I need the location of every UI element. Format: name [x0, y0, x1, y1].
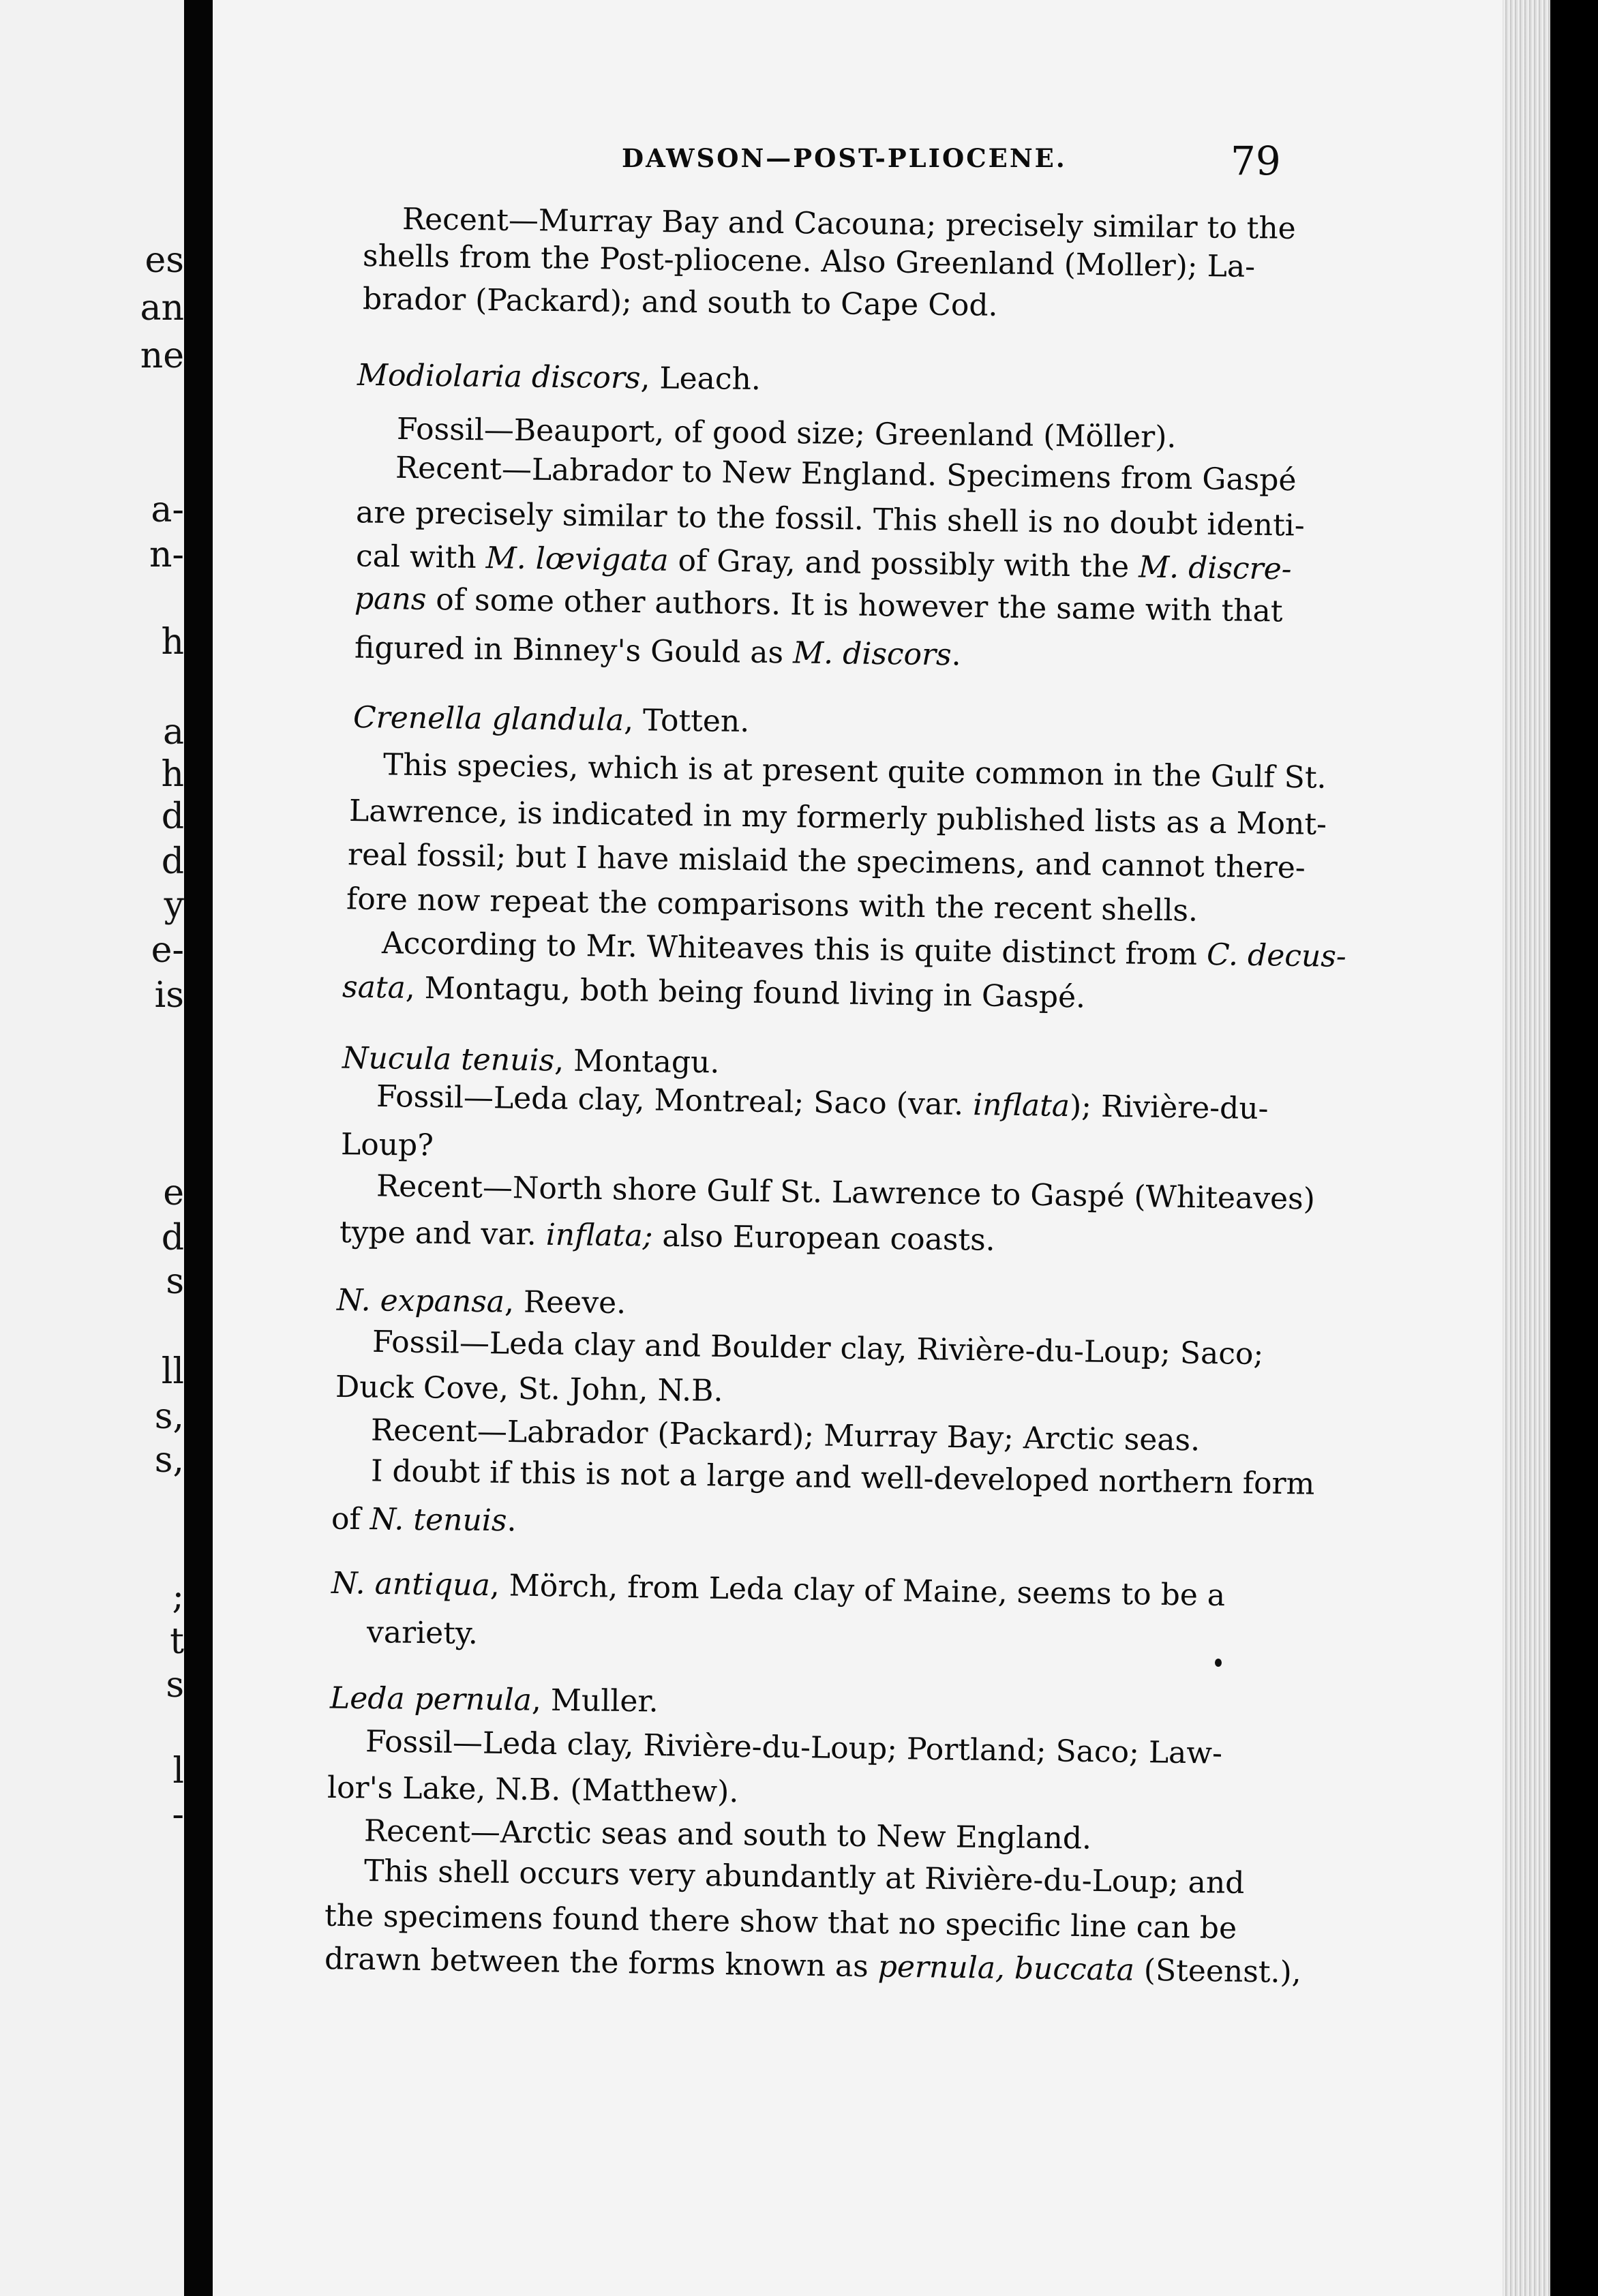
left-page-text: ; [172, 1576, 184, 1617]
left-page-text: d [161, 796, 184, 837]
species-heading: Leda pernula, Muller. [329, 1680, 659, 1719]
text-line: Lawrence, is indicated in my formerly published lists as a Mont- [348, 793, 1327, 843]
left-page-text: e [163, 1173, 184, 1213]
left-page-text: s [166, 1261, 184, 1302]
left-page-text: es [145, 240, 184, 281]
text-line: This species, which is at present quite common in the Gulf St. [382, 747, 1327, 796]
left-page-fragment [0, 0, 184, 2296]
text-line: Fossil—Leda clay and Boulder clay, Rivière-du-Loup; Saco; [372, 1324, 1264, 1372]
left-page-text: l [172, 1751, 184, 1792]
text-line: shells from the Post-pliocene. Also Greenland (Moller); La- [362, 239, 1256, 284]
left-page-text: y [164, 885, 184, 926]
text-line: Recent—North shore Gulf St. Lawrence to Gaspé (Whiteaves) [376, 1168, 1316, 1217]
left-page-text: ll [161, 1351, 184, 1392]
left-page-text: h [161, 622, 184, 663]
left-page-text: e- [151, 930, 184, 971]
text-line: Fossil—Leda clay, Montreal; Saco (var. inflata); Rivière-du- [376, 1078, 1269, 1127]
page-number: 79 [1231, 138, 1281, 184]
left-page-text: a [162, 712, 184, 753]
left-page-text: d [161, 841, 184, 882]
text-line: real fossil; but I have mislaid the specimens, and cannot there- [347, 837, 1306, 886]
text-line: Duck Cove, St. John, N.B. [335, 1370, 723, 1408]
text-line: According to Mr. Whiteaves this is quite distinct from C. decus- [381, 926, 1347, 974]
text-line: the specimens found there show that no specific line can be [324, 1898, 1237, 1946]
species-heading: Crenella glandula, Totten. [352, 699, 750, 740]
left-page-text: n- [149, 534, 184, 575]
left-page-text: is [154, 975, 184, 1016]
left-page-text: t [170, 1621, 184, 1662]
left-page-text: h [161, 754, 184, 795]
left-page-text: - [172, 1794, 184, 1835]
text-line: brador (Packard); and south to Cape Cod. [362, 282, 998, 323]
left-page-text: an [140, 288, 184, 329]
left-page-text: s [166, 1665, 184, 1706]
text-line: of N. tenuis. [331, 1501, 517, 1539]
text-line: fore now repeat the comparisons with the recent shells. [346, 881, 1198, 928]
species-heading: N. antiqua, Mörch, from Leda clay of Maine, seems to be a [331, 1565, 1226, 1614]
text-line: Recent—Labrador (Packard); Murray Bay; Arctic seas. [370, 1413, 1201, 1458]
text-line: Loup? [340, 1127, 434, 1163]
page-79 [213, 0, 1550, 2296]
text-line: lor's Lake, N.B. (Matthew). [327, 1770, 739, 1810]
left-page-text: s, [154, 1440, 184, 1481]
text-line: figured in Binney's Gould as M. discors. [354, 630, 962, 673]
text-line: Recent—Murray Bay and Cacouna; precisely similar to the [402, 202, 1297, 246]
text-line: are precisely similar to the fossil. This shell is no doubt identi- [355, 495, 1306, 543]
text-line: Fossil—Leda clay, Rivière-du-Loup; Portland; Saco; Law- [365, 1724, 1223, 1771]
ink-speck [1215, 1659, 1222, 1667]
text-line: pans of some other authors. It is however the same with that [354, 581, 1283, 629]
text-line: Recent—Labrador to New England. Specimens from Gaspé [395, 450, 1297, 498]
text-line: Fossil—Beauport, of good size; Greenland (Möller). [396, 412, 1177, 455]
left-page-text: a- [151, 489, 184, 530]
species-heading: Nucula tenuis, Montagu. [342, 1040, 720, 1081]
running-head: DAWSON—POST-PLIOCENE. [622, 143, 1067, 173]
text-line: drawn between the forms known as pernula, buccata (Steenst.), [324, 1942, 1302, 1990]
gutter-shadow [184, 0, 213, 2296]
text-line: I doubt if this is not a large and well-developed northern form [370, 1453, 1315, 1502]
species-heading: N. expansa, Reeve. [336, 1282, 627, 1321]
text-line: type and var. inflata; also European coasts. [339, 1215, 996, 1258]
species-heading: Modiolaria discors, Leach. [357, 357, 762, 397]
text-line: This shell occurs very abundantly at Rivière-du-Loup; and [363, 1853, 1245, 1901]
text-line: variety. [366, 1615, 479, 1651]
text-line: Recent—Arctic seas and south to New England. [363, 1813, 1092, 1856]
text-line: sata, Montagu, both being found living in Gaspé. [342, 969, 1086, 1015]
left-page-text: s, [154, 1396, 184, 1437]
page-edge-stack [1503, 0, 1550, 2296]
text-line: cal with M. lœvigata of Gray, and possibly with the M. discre- [355, 539, 1292, 587]
left-page-text: ne [140, 335, 184, 376]
left-page-text: d [161, 1218, 184, 1258]
